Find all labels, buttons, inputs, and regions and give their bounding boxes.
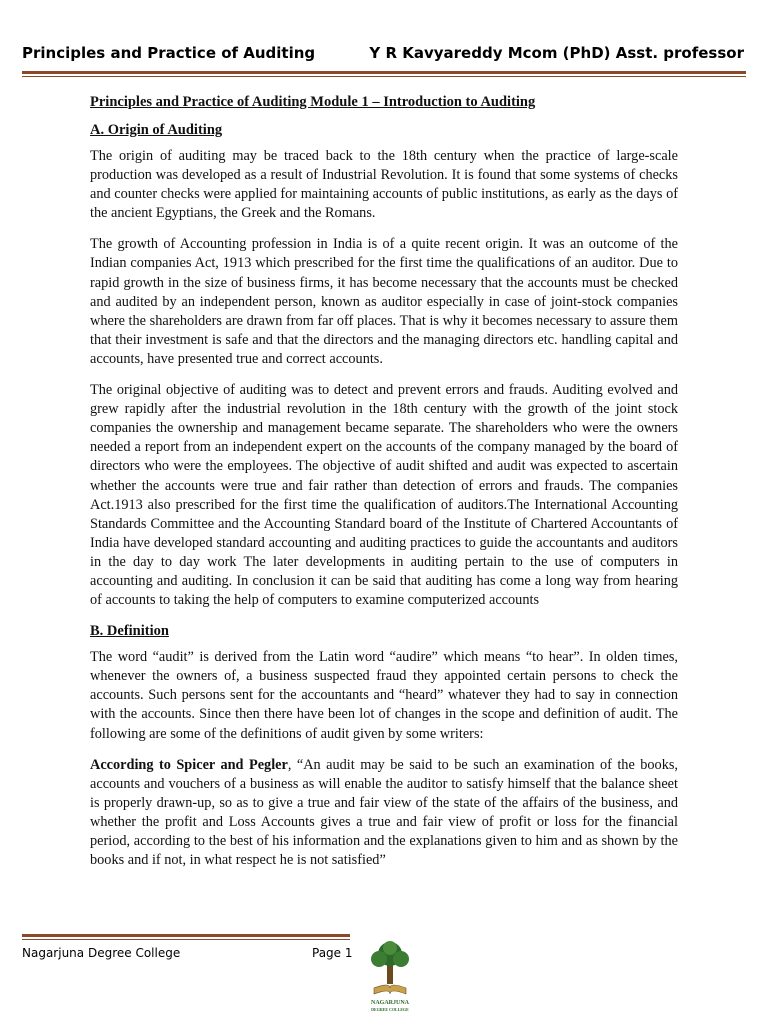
quote-text: , “An audit may be said to be such an examination of the books, accounts and vouchers of a business as will enable the auditor to satisfy himself that the balance sheet is properly drawn-up, so as to give a true and fair view of the state of the affairs of the business, and whether the profit and Loss Accounts gives a true and fair view of profit or loss for the financial period, according to the best of his information and the explanations given to him and as shown by the books and if not, in what respect he is not satisfied”: [90, 756, 678, 869]
document-body: [90, 93, 678, 882]
section-b-paragraph: The word “audit” is derived from the Latin word “audire” which means “to hear”. In olden times, whenever the owners of, a business suspected fraud they appointed certain persons to check the accounts. Such persons sent for the accountants and “heard” whatever they had to say in connection with the accounts. Since then there have been lot of changes in the scope and definition of audit. The following are some of the definitions of audit given by some writers:: [90, 649, 678, 742]
header-rule-thin: [22, 76, 746, 77]
definition-quote: [90, 756, 678, 871]
section-b-heading: B. Definition: [90, 623, 169, 640]
header-course-title: Principles and Practice of Auditing: [22, 44, 316, 62]
logo-subtext: DEGREE COLLEGE: [371, 1007, 409, 1012]
section-a-heading: A. Origin of Auditing: [90, 122, 223, 138]
document-title: Principles and Practice of Auditing Module 1 – Introduction to Auditing: [90, 94, 536, 110]
footer-college-name: Nagarjuna Degree College: [22, 946, 181, 960]
header-rule-thick: [22, 71, 746, 74]
footer-rule-thin: [22, 939, 350, 940]
footer-rule-thick: [22, 934, 350, 937]
section-a-paragraph-3: The original objective of auditing was to detect and prevent errors and frauds. Auditing evolved and grew rapidly after the industrial revolution in the 18th century with the growth of the joint stock companies the ownership and management became separate. The shareholders who were the owners needed a report from an independent expert on the accounts of the company managed by the board of directors who were the employees. The objective of audit shifted and audit was expected to ascertain whether the accounts were true and fair rather than detection of errors and frauds. The companies Act.1913 also prescribed for the first time the qualification of auditors.The International Accounting Standards Committee and the Accounting Standard board of the Institute of Chartered Accountants of India have developed standard accounting and auditing practices to guide the accountants and auditors in the day to day work The later developments in auditing pertain to the use of computers in accounting and auditing. In conclusion it can be said that auditing has come a long way from hearing of accounts to taking the help of computers to examine computerized accounts: [90, 382, 678, 609]
page-header: [22, 44, 744, 62]
section-a-paragraph-1: The origin of auditing may be traced back to the 18th century when the practice of large-scale production was developed as a result of Industrial Revolution. It is found that some systems of checks and counter checks were applied for maintaining accounts of public institutions, as early as the days of the ancient Egyptians, the Greek and the Romans.: [90, 148, 678, 222]
header-author: Y R Kavyareddy Mcom (PhD) Asst. professor: [369, 44, 744, 62]
logo-text: NAGARJUNA: [371, 1000, 409, 1006]
footer-page-number: Page 1: [312, 946, 353, 960]
quote-author: According to Spicer and Pegler: [90, 756, 288, 773]
section-a-paragraph-2: The growth of Accounting profession in India is of a quite recent origin. It was an outcome of the Indian companies Act, 1913 which prescribed for the first time the qualifications of an auditor. Due to rapid growth in the size of business firms, it has become necessary that the accounts must be checked and audited by an independent person, known as auditor especially in case of joint-stock companies where the shareholders are drawn from far off places. That is why it becomes necessary to assure them that their investment is safe and that the directors and the managing directors etc. handling capital and accounts, have presented true and correct accounts.: [90, 236, 678, 367]
college-logo-icon: [360, 938, 420, 1018]
